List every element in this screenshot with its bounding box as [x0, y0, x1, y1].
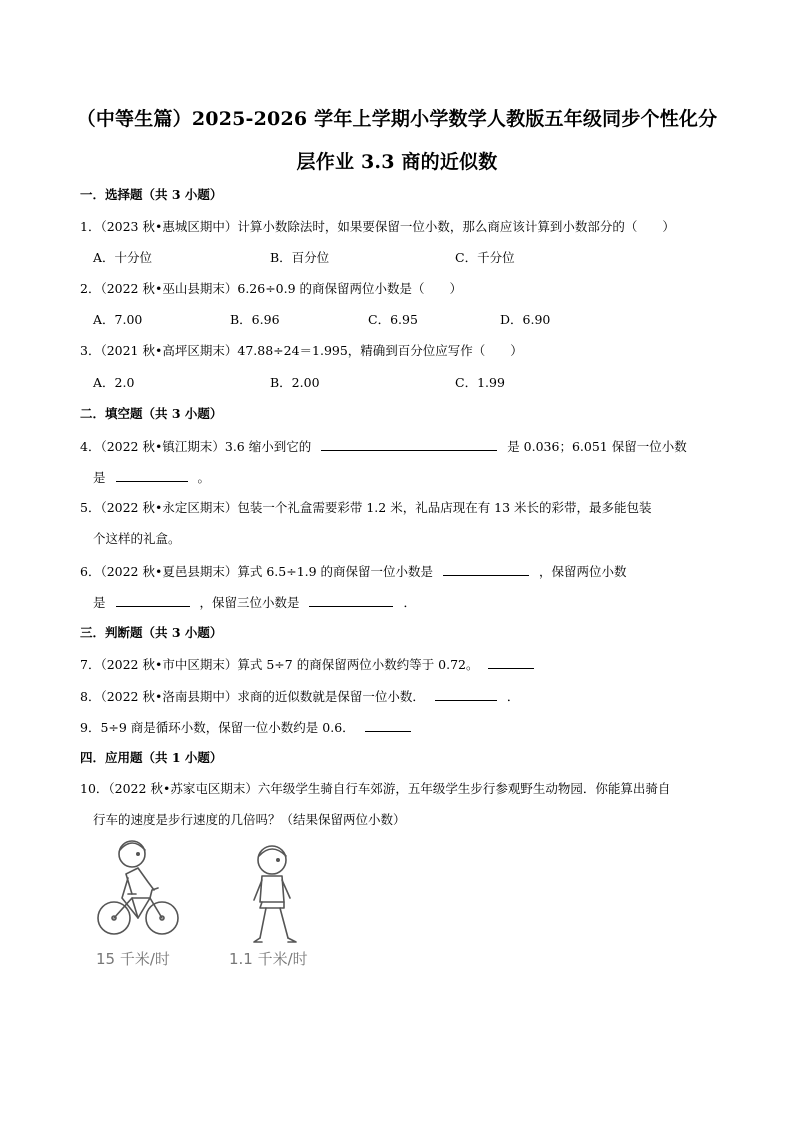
- question-6-part-1: 6．（2022 秋•夏邑县期末）算式 6.5÷1.9 的商保留一位小数是: [80, 564, 434, 579]
- question-4-blank-1[interactable]: [321, 436, 497, 451]
- question-1-option-b: B．百分位: [270, 250, 330, 265]
- question-9-text: 9．5÷9 商是循环小数，保留一位小数约是 0.6．: [80, 720, 355, 735]
- question-2-text: 2．（2022 秋•巫山县期末）6.26÷0.9 的商保留两位小数是（ ）: [80, 281, 463, 296]
- worksheet-title-line-1: （中等生篇）2025-2026 学年上学期小学数学人教版五年级同步个性化分: [76, 108, 718, 130]
- question-3-text: 3．（2021 秋•高坪区期末）47.88÷24＝1.995，精确到百分位应写作（ ）: [80, 343, 523, 358]
- question-5-line-1: 5．（2022 秋•永定区期末）包装一个礼盒需要彩带 1.2 米，礼品店现在有 13 米长的彩带，最多能包装: [80, 500, 652, 515]
- question-6-blank-3[interactable]: [309, 592, 393, 607]
- question-6-part-2: ，保留两位小数: [539, 564, 627, 579]
- question-4-part-4: 。: [197, 470, 210, 485]
- question-4-blank-2[interactable]: [116, 467, 188, 482]
- question-6-line-2: [93, 592, 416, 611]
- question-8-text: 8．（2022 秋•洛南县期中）求商的近似数就是保留一位小数．: [80, 689, 425, 704]
- worksheet-title-line-2: 层作业 3.3 商的近似数: [296, 151, 498, 173]
- question-9-line: [80, 717, 417, 736]
- question-3-option-b: B．2.00: [270, 375, 320, 390]
- section-choice-heading: 一．选择题（共 3 小题）: [80, 187, 223, 202]
- question-4-line-1: [80, 436, 687, 455]
- walk-speed-label: 1.1 千米/时: [229, 950, 308, 968]
- question-7-text: 7．（2022 秋•市中区期末）算式 5÷7 的商保留两位小数约等于 0.72。: [80, 657, 479, 672]
- question-10-line-2: 行车的速度是步行速度的几倍吗？（结果保留两位小数）: [93, 812, 406, 827]
- section-application-heading: 四．应用题（共 1 小题）: [80, 750, 223, 765]
- question-2-option-d: D．6.90: [500, 312, 551, 327]
- walker-icon: [254, 846, 296, 942]
- question-7-blank[interactable]: [488, 654, 534, 669]
- question-6-line-1: [80, 561, 627, 580]
- section-fill-heading: 二．填空题（共 3 小题）: [80, 406, 223, 421]
- question-4-part-3: 是: [93, 470, 106, 485]
- question-2-option-b: B．6.96: [230, 312, 280, 327]
- question-3-option-a: A．2.0: [93, 375, 135, 390]
- question-5-line-2: 个这样的礼盒。: [93, 531, 181, 546]
- question-3-option-c: C．1.99: [455, 375, 505, 390]
- question-1-text: 1．（2023 秋•惠城区期中）计算小数除法时，如果要保留一位小数，那么商应该计算到小数部分的（ ）: [80, 219, 675, 234]
- bike-speed-label: 15 千米/时: [96, 950, 170, 968]
- section-judge-heading: 三．判断题（共 3 小题）: [80, 625, 223, 640]
- question-6-blank-2[interactable]: [116, 592, 190, 607]
- question-8-line: [80, 686, 519, 705]
- question-8-blank[interactable]: [435, 686, 497, 701]
- question-4-line-2: [93, 467, 210, 486]
- question-8-end: ．: [506, 689, 520, 704]
- question-1-option-c: C．千分位: [455, 250, 515, 265]
- question-2-option-a: A．7.00: [93, 312, 143, 327]
- question-6-part-4: ，保留三位小数是: [199, 595, 300, 610]
- question-6-part-5: ．: [403, 595, 416, 610]
- question-4-part-2: 是 0.036；6.051 保留一位小数: [507, 439, 687, 454]
- question-6-blank-1[interactable]: [443, 561, 529, 576]
- question-9-blank[interactable]: [365, 717, 411, 732]
- question-7-line: [80, 654, 540, 673]
- question-2-option-c: C．6.95: [368, 312, 418, 327]
- cyclist-icon: [98, 841, 178, 934]
- question-4-part-1: 4．（2022 秋•镇江期末）3.6 缩小到它的: [80, 439, 312, 454]
- question-6-part-3: 是: [93, 595, 106, 610]
- question-10-line-1: 10．（2022 秋•苏家屯区期末）六年级学生骑自行车郊游，五年级学生步行参观野生动物园．你能算出骑自: [80, 781, 671, 796]
- question-1-option-a: A．十分位: [93, 250, 153, 265]
